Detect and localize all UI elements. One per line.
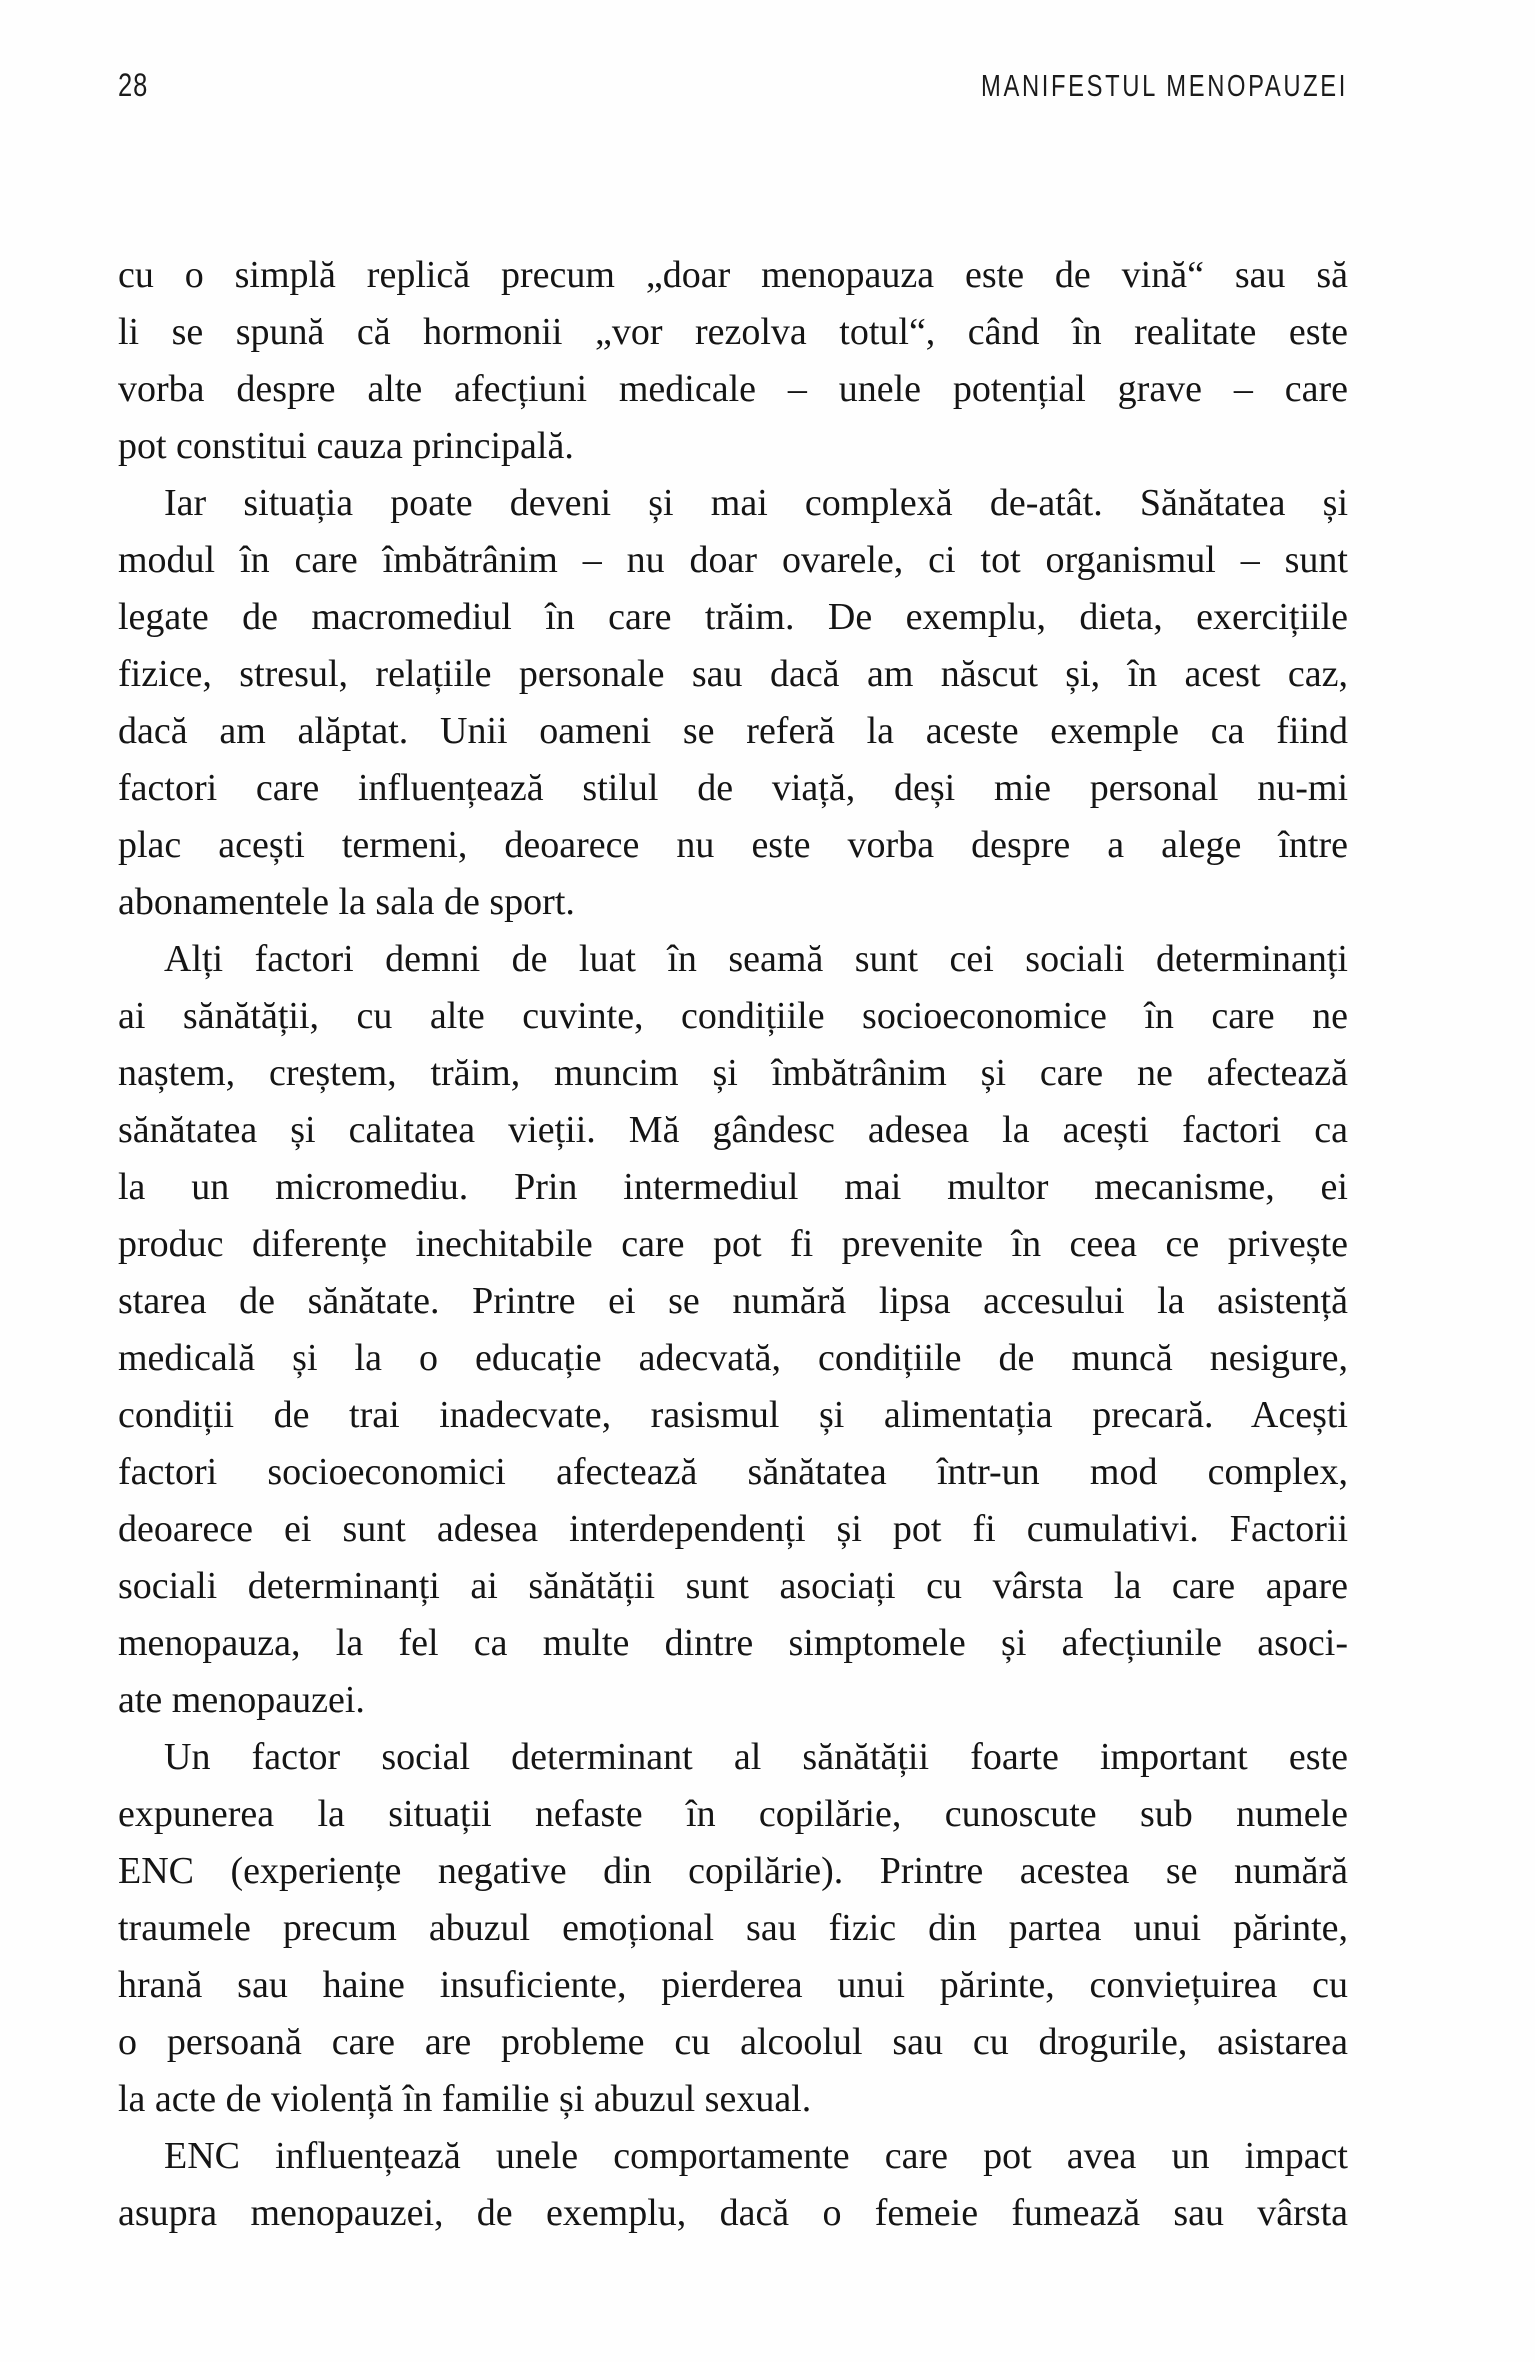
text-line: o persoană care are probleme cu alcoolul sau cu drogurile, asistarea: [118, 2021, 1348, 2063]
text-line: naștem, creștem, trăim, muncim și îmbătrânim și care ne afectează: [118, 1052, 1348, 1094]
text-line: modul în care îmbătrânim – nu doar ovarele, ci tot organismul – sunt: [118, 539, 1348, 581]
text-line: legate de macromediul în care trăim. De exemplu, dieta, exercițiile: [118, 596, 1348, 638]
text-line: traumele precum abuzul emoțional sau fizic din partea unui părinte,: [118, 1907, 1348, 1949]
text-line: expunerea la situații nefaste în copilărie, cunoscute sub numele: [118, 1793, 1348, 1835]
text-line: factori care influențează stilul de viață, deși mie personal nu-mi: [118, 767, 1348, 809]
body-text: [118, 247, 1348, 2242]
text-line: Iar situația poate deveni și mai complexă de-atât. Sănătatea și: [164, 482, 1348, 524]
page-header: [118, 68, 1348, 105]
page-number: 28: [118, 68, 149, 104]
text-line: li se spună că hormonii „vor rezolva totul“, când în realitate este: [118, 311, 1348, 353]
text-line: abonamentele la sala de sport.: [118, 881, 575, 923]
text-line: vorba despre alte afecțiuni medicale – unele potențial grave – care: [118, 368, 1348, 410]
text-line: asupra menopauzei, de exemplu, dacă o femeie fumează sau vârsta: [118, 2192, 1348, 2234]
text-line: ai sănătății, cu alte cuvinte, condițiile socioeconomice în care ne: [118, 995, 1348, 1037]
text-line: Alți factori demni de luat în seamă sunt cei sociali determinanți: [164, 938, 1348, 980]
text-line: ENC influențează unele comportamente care pot avea un impact: [164, 2135, 1348, 2177]
text-line: fizice, stresul, relațiile personale sau dacă am născut și, în acest caz,: [118, 653, 1348, 695]
text-line: Un factor social determinant al sănătății foarte important este: [164, 1736, 1348, 1778]
text-line: la acte de violență în familie și abuzul sexual.: [118, 2078, 812, 2120]
text-line: plac acești termeni, deoarece nu este vorba despre a alege între: [118, 824, 1348, 866]
text-line: pot constitui cauza principală.: [118, 425, 574, 467]
text-line: ate menopauzei.: [118, 1679, 365, 1721]
text-line: factori socioeconomici afectează sănătatea într-un mod complex,: [118, 1451, 1348, 1493]
text-line: deoarece ei sunt adesea interdependenți și pot fi cumulativi. Factorii: [118, 1508, 1348, 1550]
text-line: cu o simplă replică precum „doar menopauza este de vină“ sau să: [118, 254, 1348, 296]
text-line: menopauza, la fel ca multe dintre simptomele și afecțiunile asoci-: [118, 1622, 1348, 1664]
text-line: dacă am alăptat. Unii oameni se referă la aceste exemple ca fiind: [118, 710, 1348, 752]
text-line: medicală și la o educație adecvată, condițiile de muncă nesigure,: [118, 1337, 1348, 1379]
text-line: condiții de trai inadecvate, rasismul și alimentația precară. Acești: [118, 1394, 1348, 1436]
text-line: sociali determinanți ai sănătății sunt asociați cu vârsta la care apare: [118, 1565, 1348, 1607]
text-line: produc diferențe inechitabile care pot fi prevenite în ceea ce privește: [118, 1223, 1348, 1265]
text-line: hrană sau haine insuficiente, pierderea unui părinte, conviețuirea cu: [118, 1964, 1348, 2006]
running-title: MANIFESTUL MENOPAUZEI: [980, 69, 1348, 103]
text-line: la un micromediu. Prin intermediul mai multor mecanisme, ei: [118, 1166, 1348, 1208]
text-line: starea de sănătate. Printre ei se numără lipsa accesului la asistență: [118, 1280, 1348, 1322]
text-line: sănătatea și calitatea vieții. Mă gândesc adesea la acești factori ca: [118, 1109, 1348, 1151]
text-line: ENC (experiențe negative din copilărie). Printre acestea se numără: [118, 1850, 1348, 1892]
